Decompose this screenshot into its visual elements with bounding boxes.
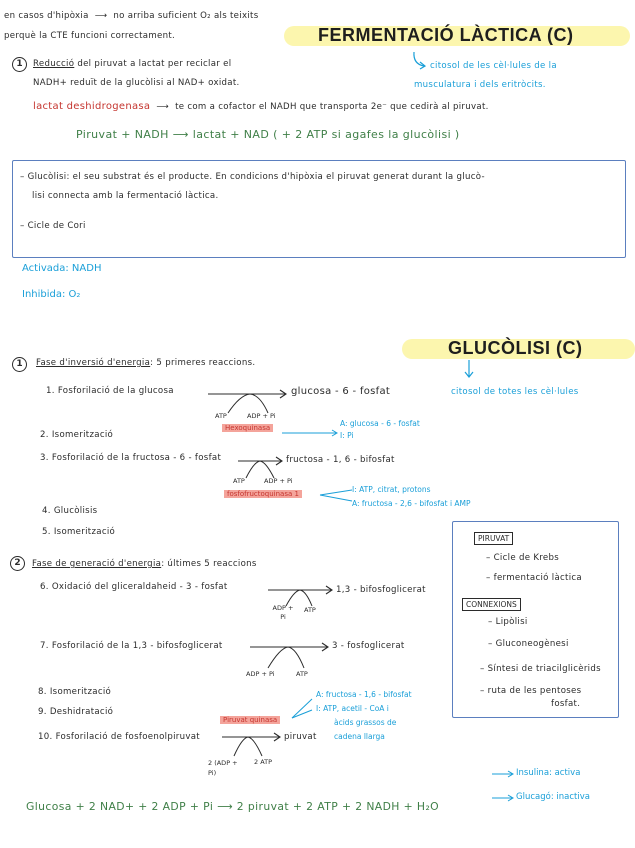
location-arrow-2 <box>462 360 476 380</box>
step-8: 8. Isomerització <box>38 687 112 697</box>
hexoquinasa-activator: A: glucosa - 6 - fosfat <box>340 419 420 428</box>
connexio-item-5: fosfat. <box>551 699 581 709</box>
box-line-3: – Cicle de Cori <box>20 221 86 231</box>
step7-output: ATP <box>296 670 308 678</box>
piruvat-item-2: – fermentació làctica <box>486 573 582 583</box>
piruvat-quinasa-activator: A: fructosa - 1,6 - bifosfat <box>316 690 412 699</box>
phase-number-2: 2 <box>10 556 25 571</box>
connexio-item-1: – Lipòlisi <box>488 617 528 627</box>
insulin-label: Insulina: activa <box>516 768 581 778</box>
step3-adp: ADP + Pi <box>264 477 293 485</box>
fosfofructoquinasa-inhibitor: I: ATP, citrat, protons <box>352 485 431 494</box>
connexio-item-2: – Gluconeogènesi <box>488 639 569 649</box>
glucagon-label: Glucagó: inactiva <box>516 792 590 802</box>
piruvat-quinasa-inhibitor-2: àcids grassos de <box>334 718 397 727</box>
step-3: 3. Fosforilació de la fructosa - 6 - fosfat <box>40 453 222 463</box>
step7-arrow <box>250 640 330 670</box>
step3-product: fructosa - 1, 6 - bifosfat <box>286 455 395 465</box>
step6-input: ADP + Pi <box>272 604 294 621</box>
fosfofructoquinasa-enzyme: fosfofructoquinasa 1 <box>224 490 302 498</box>
step-5: 5. Isomerització <box>42 527 116 537</box>
connexio-item-3: – Síntesi de triacilglicèrids <box>480 664 601 674</box>
step10-arrow <box>222 728 282 758</box>
step-6: 6. Oxidació del gliceraldaheid - 3 - fosfat <box>40 582 228 592</box>
fosfofructoquinasa-activator: A: fructosa - 2,6 - bifosfat i AMP <box>352 499 471 508</box>
step-number-1: 1 <box>12 57 27 72</box>
step6-output: ATP <box>304 606 316 614</box>
step10-product: piruvat <box>284 732 317 742</box>
step1-adp: ADP + Pi <box>247 412 276 420</box>
box-line-1: – Glucòlisi: el seu substrat és el producte. En condicions d'hipòxia el piruvat generat durant la glucò- <box>20 172 485 182</box>
step3-arrow <box>238 452 284 480</box>
piruvat-head: PIRUVAT <box>474 532 513 545</box>
piruvat-quinasa-inhibitor-1: I: ATP, acetil - CoA i <box>316 704 389 713</box>
piruvat-quinasa-inhibitor-3: cadena llarga <box>334 732 385 741</box>
glucagon-arrow <box>492 792 516 804</box>
step3-atp: ATP <box>233 477 245 485</box>
intro-line1: en casos d'hipòxia ⟶ no arriba suficient O₂ als teixits <box>4 11 259 21</box>
step1-product: glucosa - 6 - fosfat <box>291 386 391 397</box>
location-glucolisi: citosol de totes les cèl·lules <box>451 387 579 397</box>
activated-label: Activada: NADH <box>22 263 102 274</box>
location-fermentacio-2: musculatura i dels eritròcits. <box>414 80 546 90</box>
section-title-fermentacio: FERMENTACIÓ LÀCTICA (C) <box>318 25 574 45</box>
step10-input: 2 (ADP + Pi) <box>208 759 238 777</box>
reduction-line2: NADH+ reduït de la glucòlisi al NAD+ oxidat. <box>33 78 240 88</box>
box-line-2: lisi connecta amb la fermentació làctica. <box>32 191 219 201</box>
step-7: 7. Fosforilació de la 1,3 - bifosfoglicerat <box>40 641 223 651</box>
insulin-arrow <box>492 768 516 780</box>
fosfofructoquinasa-arrows <box>320 486 356 504</box>
location-fermentacio-1: citosol de les cèl·lules de la <box>430 61 557 71</box>
step7-product: 3 - fosfoglicerat <box>332 641 405 651</box>
piruvat-quinasa-arrows <box>292 696 316 722</box>
piruvat-item-1: – Cicle de Krebs <box>486 553 560 563</box>
phase-number-1: 1 <box>12 357 27 372</box>
step1-atp: ATP <box>215 412 227 420</box>
step-2: 2. Isomerització <box>40 430 114 440</box>
inhibited-label: Inhibida: O₂ <box>22 289 81 300</box>
section-title-glucolisi: GLUCÒLISI (C) <box>448 338 583 358</box>
fermentation-equation: Piruvat + NADH ⟶ lactat + NAD ( + 2 ATP si agafes la glucòlisi ) <box>76 128 460 141</box>
hexoquinasa-arrow <box>282 429 340 437</box>
glucolisi-equation: Glucosa + 2 NAD+ + 2 ADP + Pi ⟶ 2 piruvat + 2 ATP + 2 NADH + H₂O <box>26 800 440 813</box>
step6-product: 1,3 - bifosfoglicerat <box>336 585 426 595</box>
step-9: 9. Deshidratació <box>38 707 114 717</box>
intro-line2: perquè la CTE funcioni correctament. <box>4 31 176 41</box>
enzyme-line: lactat deshidrogenasa ⟶ te com a cofactor el NADH que transporta 2e⁻ que cedirà al piruvat. <box>33 101 489 112</box>
piruvat-quinasa-enzyme: Piruvat quinasa <box>220 716 280 724</box>
connexio-item-4: – ruta de les pentoses <box>480 686 582 696</box>
step7-input: ADP + Pi <box>246 670 275 678</box>
step-10: 10. Fosforilació de fosfoenolpiruvat <box>38 732 200 742</box>
step-1: 1. Fosforilació de la glucosa <box>46 386 174 396</box>
step-4: 4. Glucòlisis <box>42 506 98 516</box>
location-arrow-1 <box>410 50 430 72</box>
phase1-heading: Fase d'inversió d'energia: 5 primeres reaccions. <box>36 358 256 368</box>
phase2-heading: Fase de generació d'energia: últimes 5 reaccions <box>32 559 257 569</box>
hexoquinasa-enzyme: Hexoquinasa <box>222 424 273 432</box>
step10-output: 2 ATP <box>254 758 273 766</box>
hexoquinasa-inhibitor: I: Pi <box>340 431 354 440</box>
reduction-line1: Reducció del piruvat a lactat per reciclar el <box>33 59 232 69</box>
connexions-head: CONNEXIONS <box>462 598 521 611</box>
